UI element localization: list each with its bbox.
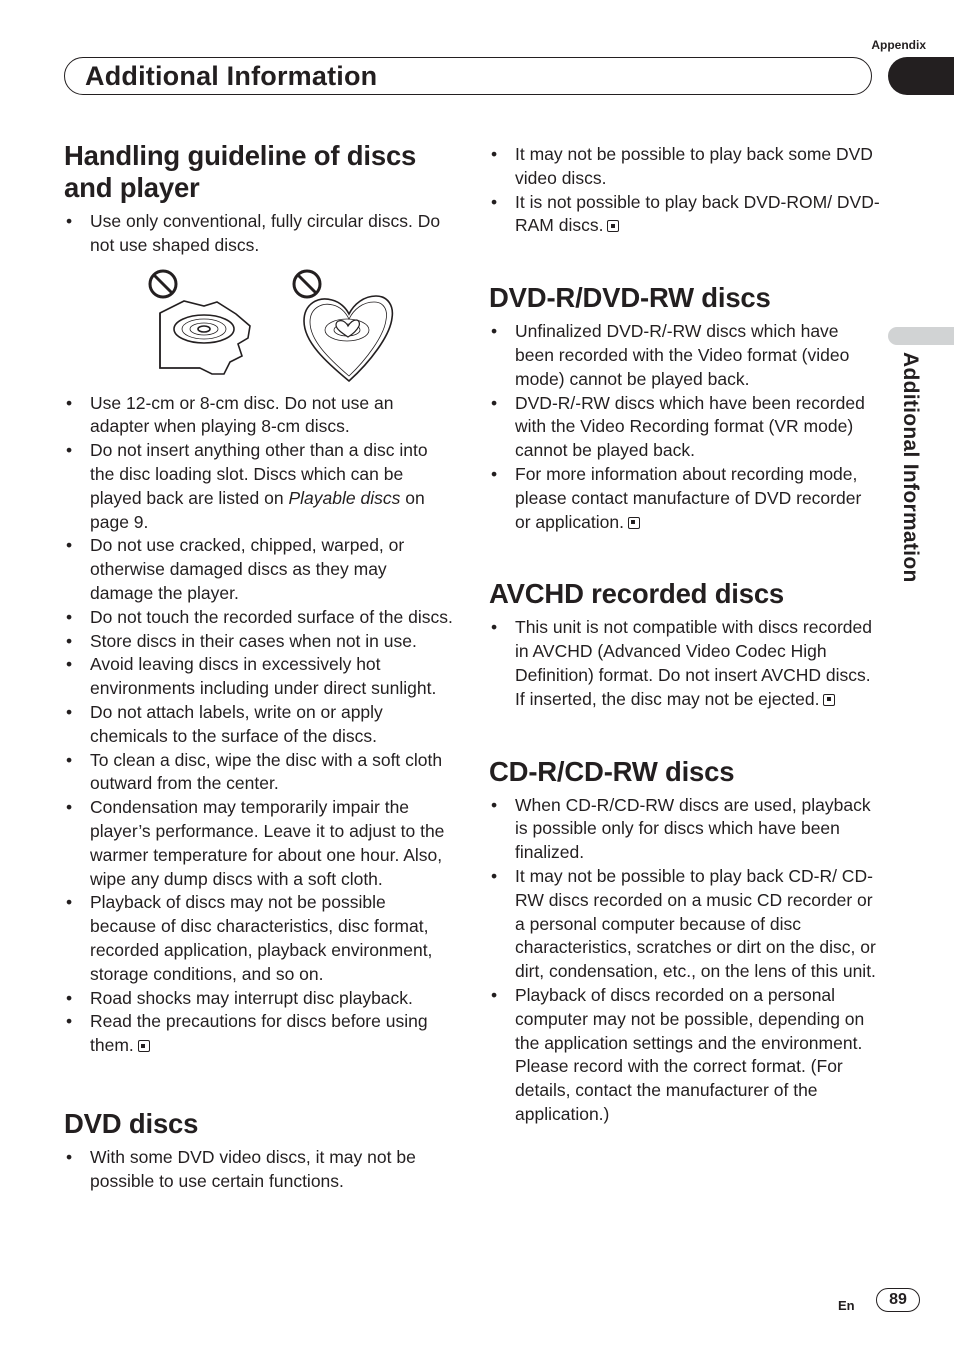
bullet: • (66, 1011, 73, 1032)
cross-reference-link: Playable discs (288, 487, 401, 508)
bullet: • (491, 794, 498, 815)
handling-heading: Handling guideline of discs and player (64, 140, 417, 203)
list-item (64, 1146, 454, 1194)
left-column (64, 140, 454, 1194)
bullet: • (66, 797, 73, 818)
list-item-text: Use 12-cm or 8-cm disc. Do not use an adapter when playing 8-cm discs. (90, 392, 394, 437)
end-mark-icon (138, 1040, 150, 1052)
right-column (489, 140, 881, 1127)
appendix-label: Appendix (871, 38, 926, 52)
list-item (64, 1010, 454, 1058)
dvd-list-part2 (489, 143, 881, 238)
end-mark-icon (823, 694, 835, 706)
list-item-text: on page 9. (90, 487, 425, 532)
handling-intro-text: Use only conventional, fully circular discs. Do not use shaped discs. (90, 211, 441, 255)
dvd-list-part1 (64, 1146, 454, 1194)
list-item (489, 392, 881, 463)
list-item (489, 143, 881, 191)
bullet: • (491, 392, 498, 413)
list-item (489, 984, 881, 1127)
bullet: • (491, 984, 498, 1005)
dvd-heading: DVD discs (64, 1107, 199, 1139)
list-item (489, 865, 881, 984)
list-item (64, 653, 454, 701)
list-item-text: Playback of discs recorded on a personal computer may not be possible, depending on the application settings and the environment. Please record with the correct format. (For details, contact the manufacturer of the application.) (515, 984, 865, 1124)
bullet: • (66, 630, 73, 651)
bullet: • (66, 1146, 73, 1167)
shaped-disc-icon (160, 301, 250, 374)
page-number: 89 (876, 1288, 920, 1312)
list-item (64, 987, 454, 1011)
bullet: • (66, 701, 73, 722)
disc-shape-figure (64, 266, 454, 386)
bullet: • (491, 191, 498, 212)
list-item (64, 796, 454, 891)
bullet: • (66, 749, 73, 770)
list-item-text: Do not touch the recorded surface of the discs. (90, 606, 453, 627)
section-title: Additional Information (85, 61, 378, 91)
list-item-text: When CD-R/CD-RW discs are used, playback is possible only for discs which have been finalized. (515, 794, 871, 863)
list-item-text: Store discs in their cases when not in use. (90, 630, 417, 651)
list-item (489, 463, 881, 534)
section-header-bar (64, 57, 872, 95)
list-item-text: Condensation may temporarily impair the player’s performance. Leave it to adjust to the warmer temperature for about one hour. Also, wipe any dump discs with a soft cloth. (90, 797, 445, 889)
handling-list (64, 392, 454, 1058)
list-item (64, 606, 454, 630)
list-item (64, 630, 454, 654)
bullet: • (66, 440, 73, 461)
list-item (489, 191, 881, 239)
list-item (64, 210, 454, 258)
heart-disc-icon (304, 296, 392, 381)
bullet: • (66, 211, 73, 231)
side-tab-marker (888, 327, 954, 345)
cdr-heading: CD-R/CD-RW discs (489, 755, 735, 787)
list-item (64, 439, 454, 534)
list-item-text: Do not use cracked, chipped, warped, or otherwise damaged discs as they may damage the player. (90, 535, 405, 603)
list-item-text: This unit is not compatible with discs recorded in AVCHD (Advanced Video Codec High Definition) format. Do not insert AVCHD discs. If inserted, the disc may not be ejected. (515, 617, 872, 709)
list-item-text: To clean a disc, wipe the disc with a soft cloth outward from the center. (90, 749, 443, 794)
shaped-discs-illustration (64, 266, 454, 386)
dvd-item-text: It is not possible to play back DVD-ROM/ DVD-RAM discs. (515, 191, 880, 236)
list-item-text: Do not insert anything other than a disc into the disc loading slot. Discs which can be played back are listed on (90, 440, 428, 508)
list-item-text: Unfinalized DVD-R/-RW discs which have been recorded with the Video format (video mode) cannot be played back. (515, 321, 850, 389)
avchd-heading: AVCHD recorded discs (489, 578, 785, 610)
bullet: • (491, 144, 498, 164)
list-item (64, 392, 454, 440)
list-item (64, 749, 454, 797)
end-mark-icon (628, 517, 640, 529)
end-mark-icon (607, 220, 619, 232)
list-item (64, 891, 454, 986)
list-item-text: Do not attach labels, write on or apply chemicals to the surface of the discs. (90, 701, 383, 746)
bullet: • (66, 987, 73, 1008)
bullet: • (491, 617, 498, 638)
list-item (64, 534, 454, 605)
header-tab-marker (888, 57, 954, 95)
language-label: En (838, 1298, 855, 1313)
bullet: • (66, 654, 73, 675)
bullet: • (491, 865, 498, 886)
list-item-text: Read the precautions for discs before using them. (90, 1011, 428, 1056)
list-item (64, 701, 454, 749)
prohibited-icon (294, 271, 320, 297)
prohibited-icon (150, 271, 176, 297)
bullet: • (66, 535, 73, 556)
bullet: • (66, 892, 73, 913)
list-item-text: Avoid leaving discs in excessively hot environments including under direct sunlight. (90, 654, 437, 699)
list-item-text: It may not be possible to play back CD-R/ CD-RW discs recorded on a music CD recorder or a personal computer because of disc characteristics, scratches or dirt on the disc, or dirt, condensation, etc., on the lens of this unit. (515, 865, 876, 982)
bullet: • (491, 463, 498, 484)
list-item-text: Playback of discs may not be possible because of disc characteristics, disc format, recorded application, playback environment, storage conditions, and so on. (90, 892, 433, 984)
bullet: • (491, 321, 498, 342)
list-item-text: For more information about recording mode, please contact manufacture of DVD recorder or application. (515, 463, 862, 532)
dvd-item-text: With some DVD video discs, it may not be possible to use certain functions. (90, 1146, 416, 1191)
bullet: • (66, 392, 73, 413)
list-item (489, 616, 881, 711)
cdr-list (489, 794, 881, 1127)
dvdr-list (489, 320, 881, 534)
handling-intro-list (64, 210, 454, 258)
list-item (489, 320, 881, 391)
list-item-text: Road shocks may interrupt disc playback. (90, 987, 413, 1008)
list-item-text: DVD-R/-RW discs which have been recorded with the Video Recording format (VR mode) cannot be played back. (515, 392, 865, 461)
side-section-label: Additional Information (899, 352, 922, 583)
avchd-list (489, 616, 881, 711)
dvdr-heading: DVD-R/DVD-RW discs (489, 282, 771, 314)
dvd-item-text: It may not be possible to play back some DVD video discs. (515, 144, 873, 188)
bullet: • (66, 606, 73, 627)
list-item (489, 794, 881, 865)
